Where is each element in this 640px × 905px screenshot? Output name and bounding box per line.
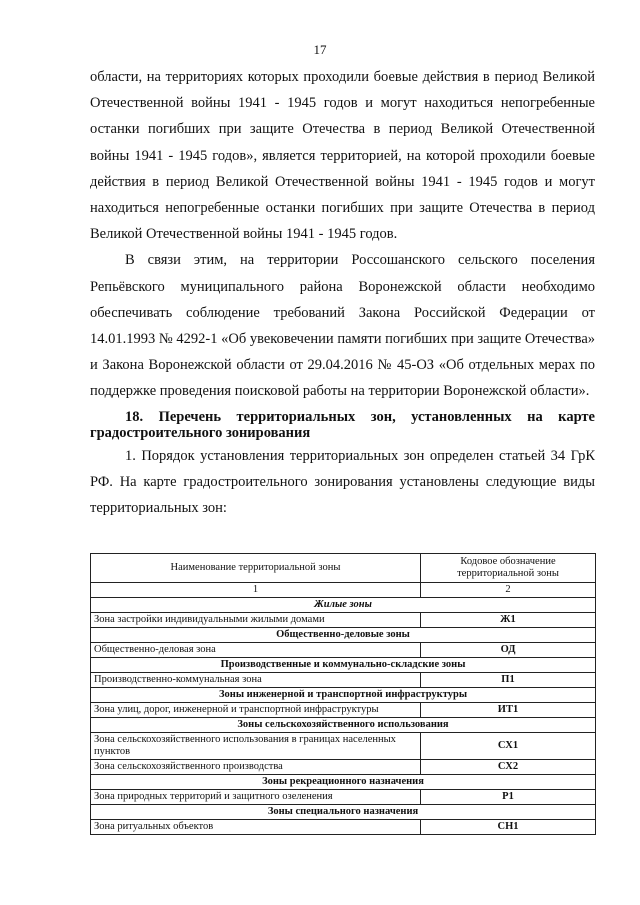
group-title: Зоны специального назначения [91,805,596,820]
zone-code: П1 [421,673,596,688]
group-title: Общественно-деловые зоны [91,628,596,643]
group-title: Производственные и коммунально-складские зоны [91,658,596,673]
body-text [90,64,595,521]
table-row [91,703,596,718]
section-intro: 1. Порядок установления территориальных зон определен статьей 34 ГрК РФ. На карте градостроительного зонирования установлены следующие виды территориальных зон: [90,447,595,517]
zone-name: Производственно-коммунальная зона [91,673,421,688]
column-number-row [91,583,596,598]
table-group-row [91,775,596,790]
table-group-row [91,805,596,820]
column-number: 1 [91,583,421,598]
header-zone-name: Наименование территориальной зоны [91,554,421,583]
table-row [91,613,596,628]
zone-name: Зона ритуальных объектов [91,820,421,835]
group-title: Зоны рекреационного назначения [91,775,596,790]
zone-code: СХ2 [421,760,596,775]
table-group-row [91,598,596,613]
section-heading: 18. Перечень территориальных зон, установленных на карте градостроительного зонирования [90,408,595,441]
group-title: Зоны инженерной и транспортной инфраструктуры [91,688,596,703]
page-number: 17 [313,42,327,57]
zone-name: Зона сельскохозяйственного использования в границах населенных пунктов [91,733,421,760]
group-title: Жилые зоны [91,598,596,613]
table-row [91,733,596,760]
paragraph-continuation: области, на территориях которых проходили боевые действия в период Великой Отечественной войны 1941 - 1945 годов и могут находиться непогребенные останки погибших при защите Отечества в период Великой Отечественной войны 1941 - 1945 годов», является территорией, на которой проходили боевые действия в период Великой Отечественной войны 1941 - 1945 годов и могут находиться непогребенные останки погибших при защите Отечества в период Великой Отечественной войны 1941 - 1945 годов. [90,69,595,243]
table-group-row [91,658,596,673]
zones-table-container [90,553,595,835]
zone-code: Р1 [421,790,596,805]
table-row [91,643,596,658]
column-number: 2 [421,583,596,598]
zone-code: ИТ1 [421,703,596,718]
zone-name: Общественно-деловая зона [91,643,421,658]
paragraph-requirements: В связи этим, на территории Россошанского сельского поселения Репьёвского муниципального района Воронежской области необходимо обеспечивать соблюдение требований Закона Российской Федерации от 14.01.1993 № 4292-1 «Об увековечении памяти погибших при защите Отечества» и Закона Воронежской области от 29.04.2016 № 45-ОЗ «Об отдельных мерах по поддержке проведения поисковой работы на территории Воронежской области». [90,252,595,400]
zone-name: Зона природных территорий и защитного озеленения [91,790,421,805]
table-row [91,790,596,805]
table-group-row [91,688,596,703]
table-header-row [91,554,596,583]
zone-code: СН1 [421,820,596,835]
group-title: Зоны сельскохозяйственного использования [91,718,596,733]
header-zone-code: Кодовое обозначение территориальной зоны [421,554,596,583]
table-group-row [91,718,596,733]
zone-name: Зона застройки индивидуальными жилыми домами [91,613,421,628]
zone-name: Зона сельскохозяйственного производства [91,760,421,775]
zone-code: ОД [421,643,596,658]
table-row [91,820,596,835]
zone-code: Ж1 [421,613,596,628]
zones-table [90,553,596,835]
table-row [91,673,596,688]
zone-name: Зона улиц, дорог, инженерной и транспортной инфраструктуры [91,703,421,718]
table-group-row [91,628,596,643]
table-row [91,760,596,775]
zone-code: СХ1 [421,733,596,760]
